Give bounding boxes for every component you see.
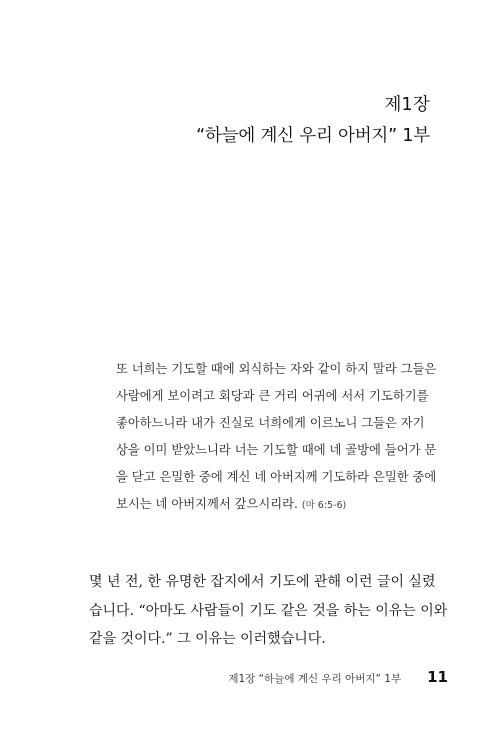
scripture-line: 좋아하느니라 내가 진실로 너희에게 이르노니 그들은 자기 — [116, 416, 425, 430]
scripture-last-line — [116, 491, 461, 519]
body-line: 습니다. “아마도 사람들이 기도 같은 것을 하는 이유는 이와 — [89, 602, 448, 619]
scripture-line: 보시는 네 아버지께서 갚으시리라. — [116, 497, 298, 511]
scripture-quote — [116, 356, 461, 519]
running-footer — [228, 668, 448, 686]
page-number: 11 — [427, 668, 448, 686]
scripture-reference: (마 6:5-6) — [301, 500, 347, 511]
scripture-line: 또 너희는 기도할 때에 외식하는 자와 같이 하지 말라 그들은 — [116, 362, 437, 376]
chapter-number: 제1장 — [384, 95, 430, 115]
body-paragraph — [89, 568, 449, 654]
body-line: 같을 것이다.” 그 이유는 이러했습니다. — [89, 631, 326, 647]
chapter-heading — [196, 92, 430, 150]
chapter-title: “하늘에 계신 우리 아버지” 1부 — [196, 126, 430, 146]
scripture-line: 상을 이미 받았느니라 너는 기도할 때에 네 골방에 들어가 문 — [116, 443, 437, 457]
body-line: 몇 년 전, 한 유명한 잡지에서 기도에 관해 이런 글이 실렸 — [89, 574, 436, 590]
running-title: 제1장 “하늘에 계신 우리 아버지” 1부 — [228, 673, 402, 685]
scripture-line: 을 닫고 은밀한 중에 계신 네 아버지께 기도하라 은밀한 중에 — [116, 470, 437, 484]
scripture-line: 사람에게 보이려고 회당과 큰 거리 어귀에 서서 기도하기를 — [116, 389, 429, 403]
